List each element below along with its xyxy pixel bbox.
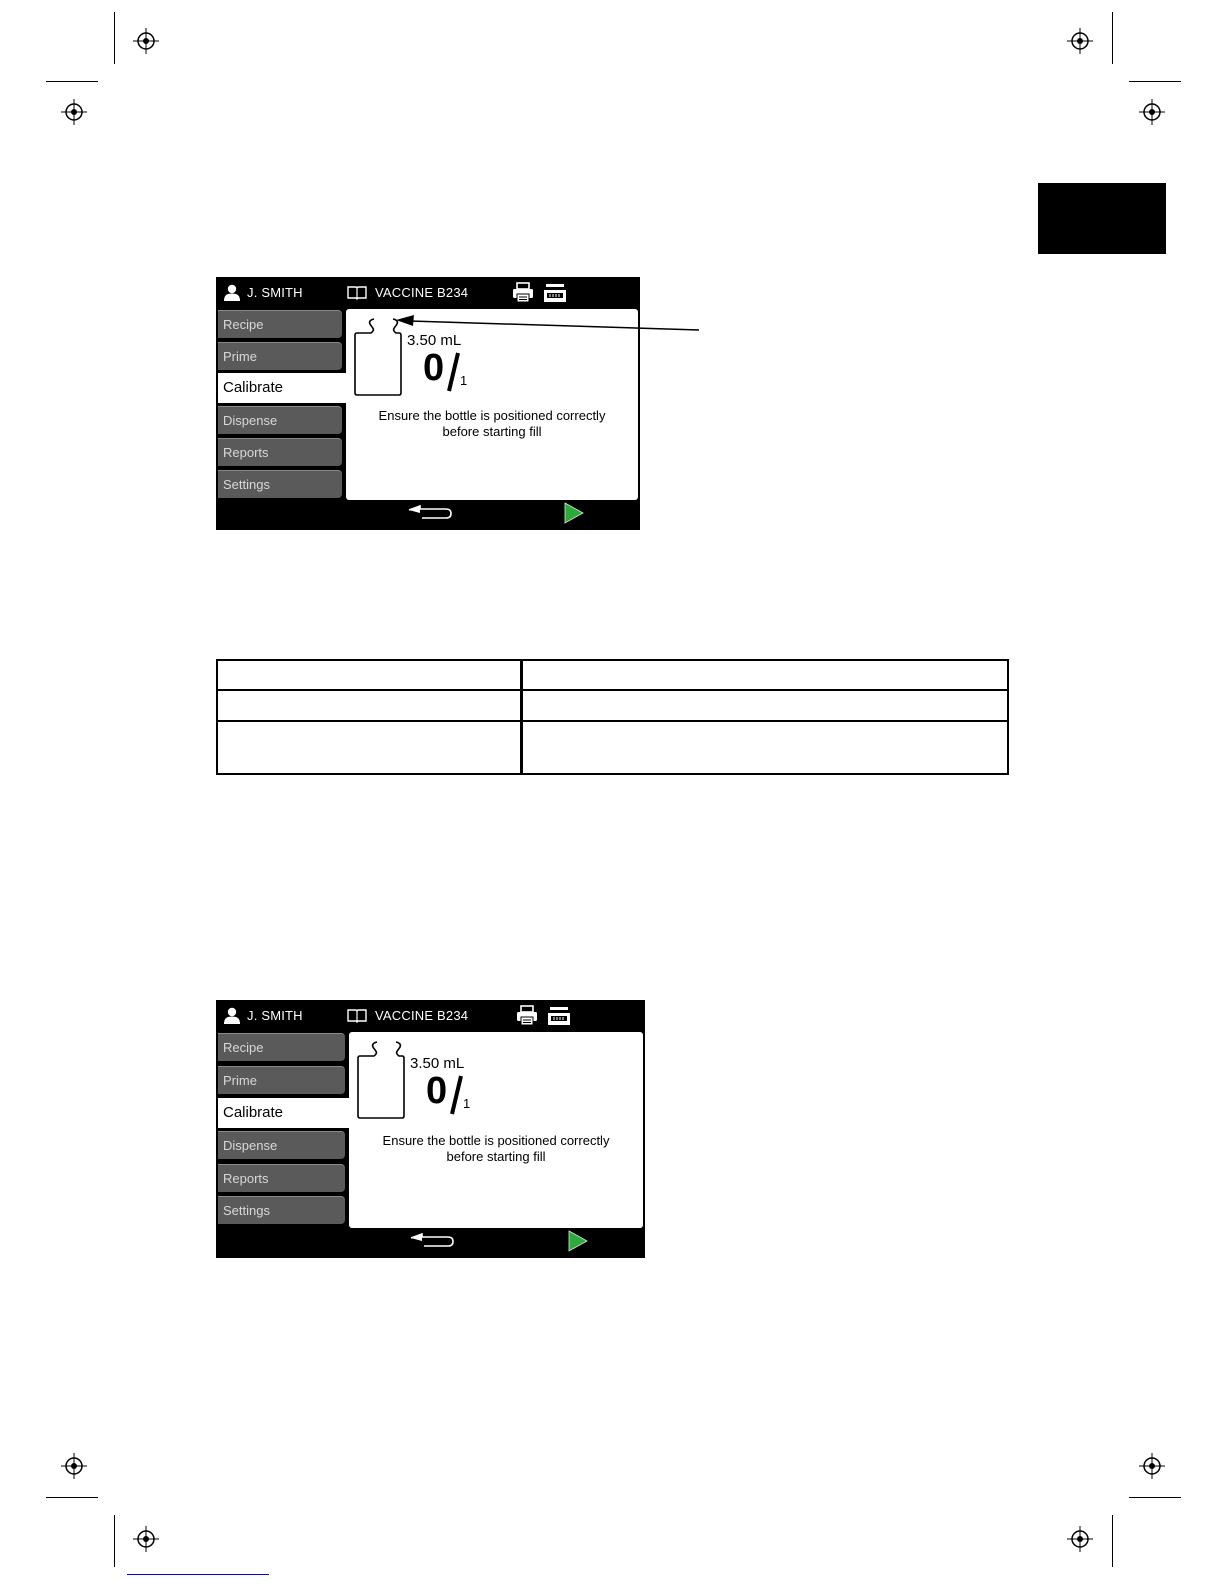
filled-count: 0: [423, 347, 445, 389]
device-screen: [216, 1000, 645, 1258]
total-count: 1: [460, 373, 468, 388]
back-arrow-icon[interactable]: [410, 1233, 454, 1247]
trim-line: [1112, 1515, 1113, 1567]
trim-line: [114, 1515, 115, 1567]
instruction-line-2: before starting fill: [442, 424, 542, 439]
registration-mark-icon: [61, 99, 87, 125]
user-icon: [224, 1007, 240, 1024]
registration-mark-icon: [1067, 28, 1093, 54]
scale-icon[interactable]: [548, 1007, 570, 1025]
printer-icon[interactable]: [512, 282, 534, 303]
user-name: J. SMITH: [247, 1008, 303, 1023]
calibrate-panel: [346, 309, 638, 500]
table-cell: [217, 721, 522, 774]
count-separator: [449, 1072, 463, 1118]
nav-item-calibrate[interactable]: Calibrate: [218, 373, 346, 403]
nav-item-recipe[interactable]: Recipe: [218, 310, 342, 338]
printer-icon[interactable]: [516, 1005, 538, 1026]
registration-mark-icon: [133, 28, 159, 54]
callout-arrow-icon: [396, 313, 700, 333]
status-bar: [216, 1000, 645, 1031]
registration-mark-icon: [1067, 1526, 1093, 1552]
calibrate-panel: [349, 1032, 643, 1228]
instruction-line-1: Ensure the bottle is positioned correctly: [382, 1133, 610, 1148]
table-cell: [522, 721, 1009, 774]
recipe-name: VACCINE B234: [375, 1008, 469, 1023]
link-underline: [127, 1574, 269, 1575]
table-cell: [217, 660, 522, 690]
user-name: J. SMITH: [247, 285, 303, 300]
table-cell: [217, 690, 522, 721]
nav-item-reports[interactable]: Reports: [218, 1164, 345, 1192]
nav-item-reports[interactable]: Reports: [218, 438, 342, 466]
nav-item-dispense[interactable]: Dispense: [218, 1131, 345, 1159]
nav-item-settings[interactable]: Settings: [218, 1196, 345, 1224]
instruction-line-1: Ensure the bottle is positioned correctly: [378, 408, 606, 423]
table-row: [217, 690, 1008, 721]
scale-icon[interactable]: [544, 284, 566, 302]
fill-volume: 3.50 mL: [407, 332, 462, 349]
back-arrow-icon[interactable]: [408, 505, 452, 519]
trim-line: [1112, 12, 1113, 64]
recipe-name: VACCINE B234: [375, 285, 469, 300]
nav-item-dispense[interactable]: Dispense: [218, 406, 342, 434]
nav-item-prime[interactable]: Prime: [218, 1066, 345, 1094]
nav-item-calibrate[interactable]: Calibrate: [218, 1098, 349, 1128]
table-cell: [522, 690, 1009, 721]
trim-line: [114, 12, 115, 64]
trim-line: [46, 81, 98, 82]
registration-mark-icon: [1139, 99, 1165, 125]
table-row: [217, 660, 1008, 690]
trim-line: [1129, 81, 1181, 82]
registration-mark-icon: [1139, 1453, 1165, 1479]
book-icon: [347, 1008, 367, 1023]
instruction-line-2: before starting fill: [446, 1149, 546, 1164]
count-separator: [446, 349, 460, 395]
trim-line: [46, 1497, 98, 1498]
total-count: 1: [463, 1096, 471, 1111]
nav-item-recipe[interactable]: Recipe: [218, 1033, 345, 1061]
play-icon[interactable]: [564, 502, 584, 524]
table-row: [217, 721, 1008, 774]
nav-item-settings[interactable]: Settings: [218, 470, 342, 498]
reference-table: [216, 659, 1009, 775]
table-cell: [522, 660, 1009, 690]
status-bar: [216, 277, 640, 308]
bottle-icon: [357, 1040, 407, 1120]
fill-volume: 3.50 mL: [410, 1055, 465, 1072]
registration-mark-icon: [133, 1526, 159, 1552]
user-icon: [224, 284, 240, 301]
instruction-message: [349, 1133, 643, 1165]
filled-count: 0: [426, 1070, 448, 1112]
registration-mark-icon: [61, 1453, 87, 1479]
instruction-message: [346, 408, 638, 440]
book-icon: [347, 285, 367, 300]
chapter-tab: [1038, 183, 1166, 254]
trim-line: [1129, 1497, 1181, 1498]
nav-item-prime[interactable]: Prime: [218, 342, 342, 370]
play-icon[interactable]: [568, 1230, 588, 1252]
